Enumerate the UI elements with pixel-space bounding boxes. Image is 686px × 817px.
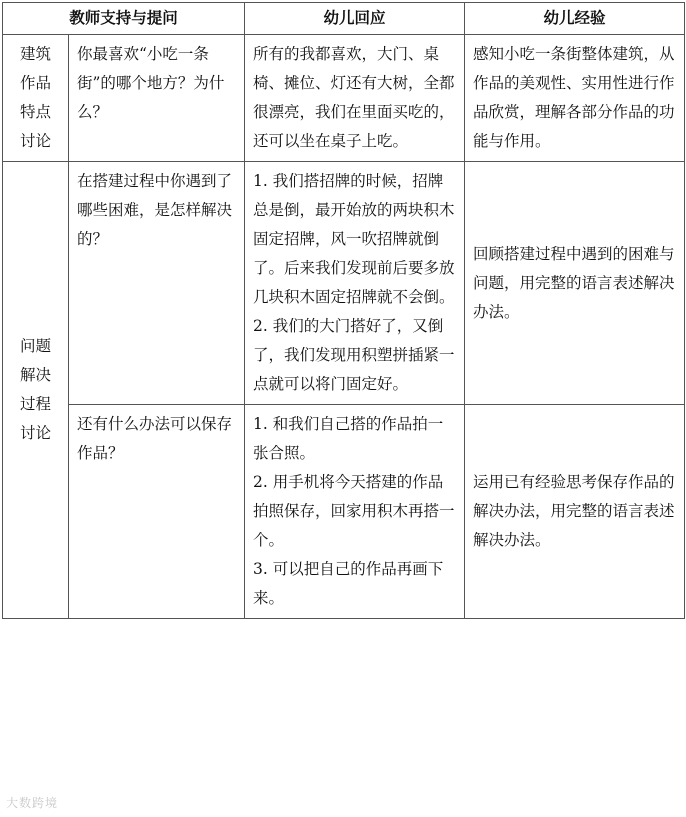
response-cell: [245, 162, 465, 405]
experience-cell: 感知小吃一条街整体建筑，从作品的美观性、实用性进行作品欣赏，理解各部分作品的功能与作用。: [465, 35, 685, 162]
category-label: 问题解决过程讨论: [20, 337, 52, 442]
question-cell: 你最喜欢“小吃一条街”的哪个地方？为什么？: [69, 35, 245, 162]
header-row: [3, 3, 685, 35]
table-row: [3, 405, 685, 619]
question-cell: 在搭建过程中你遇到了哪些困难，是怎样解决的？: [69, 162, 245, 405]
response-item: 3. 可以把自己的作品再画下来。: [253, 560, 444, 607]
category-label: 建筑作品特点讨论: [20, 45, 52, 150]
question-cell: 还有什么办法可以保存作品？: [69, 405, 245, 619]
response-cell: [245, 405, 465, 619]
response-item: 所有的我都喜欢，大门、桌椅、摊位、灯还有大树，全都很漂亮，我们在里面买吃的，还可以坐在桌子上吃。: [253, 45, 455, 150]
response-item: 2. 我们的大门搭好了，又倒了，我们发现用积塑拼插紧一点就可以将门固定好。: [253, 317, 455, 393]
table-row: [3, 35, 685, 162]
response-item: 1. 我们搭招牌的时候，招牌总是倒，最开始放的两块积木固定招牌，风一吹招牌就倒了。后来我们发现前后要多放几块积木固定招牌就不会倒。: [253, 172, 455, 306]
response-cell: [245, 35, 465, 162]
category-cell: [3, 162, 69, 619]
header-child-experience: 幼儿经验: [465, 3, 685, 35]
response-item: 2. 用手机将今天搭建的作品拍照保存，回家用积木再搭一个。: [253, 473, 455, 549]
response-item: 1. 和我们自己搭的作品拍一张合照。: [253, 415, 444, 462]
category-cell: [3, 35, 69, 162]
experience-cell: 运用已有经验思考保存作品的解决办法，用完整的语言表述解决办法。: [465, 405, 685, 619]
table-row: [3, 162, 685, 405]
header-child-response: 幼儿回应: [245, 3, 465, 35]
experience-cell: 回顾搭建过程中遇到的困难与问题，用完整的语言表述解决办法。: [465, 162, 685, 405]
discussion-table: [2, 2, 685, 619]
watermark-logo: 大数跨境: [6, 796, 59, 810]
header-teacher-support: 教师支持与提问: [3, 3, 245, 35]
